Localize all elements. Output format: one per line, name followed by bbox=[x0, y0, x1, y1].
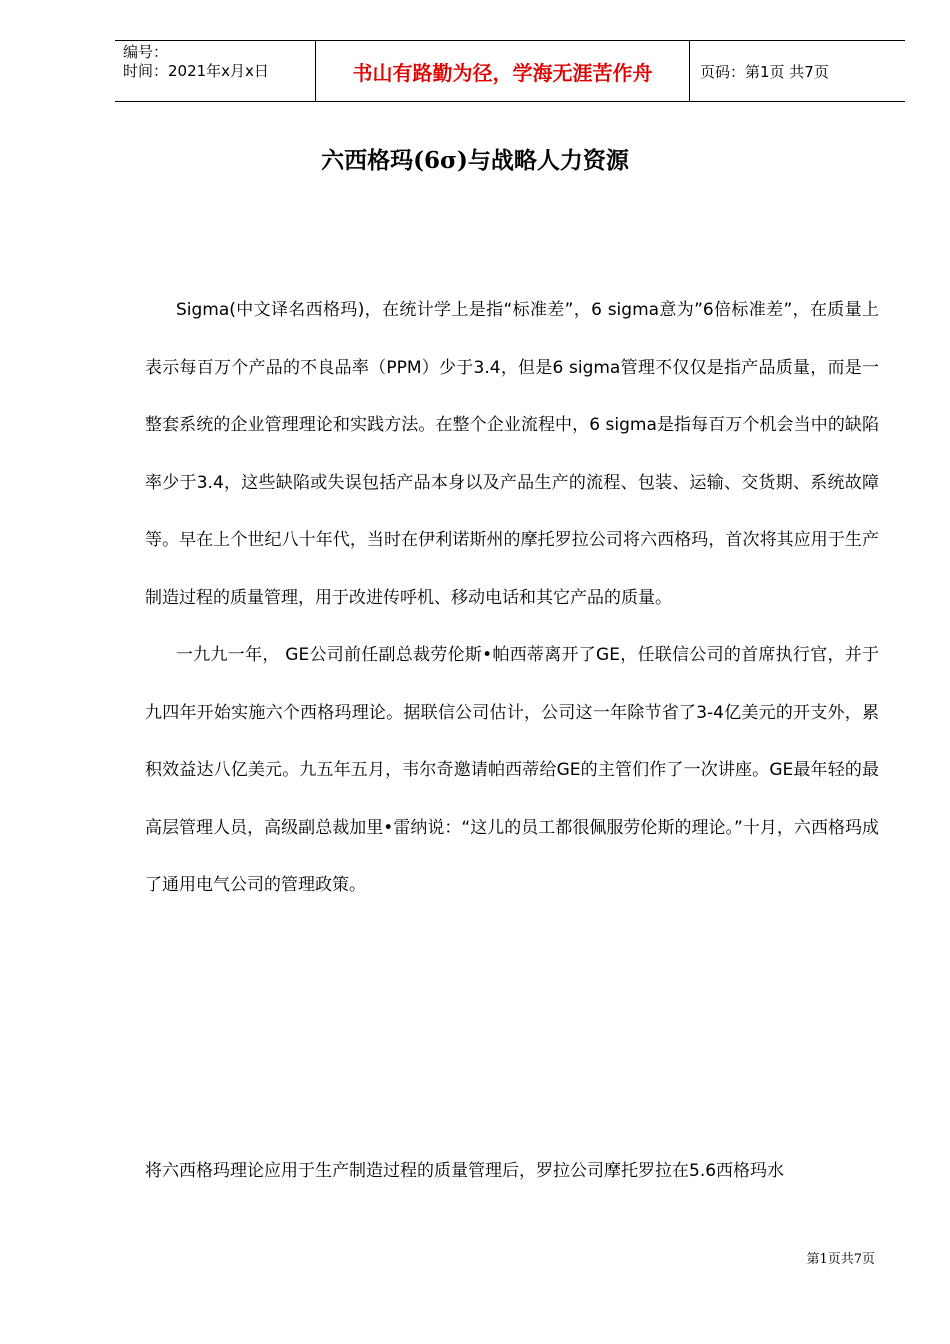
document-title: 六西格玛(6σ)与战略人力资源 bbox=[321, 147, 629, 174]
paragraph-2: 一九九一年， GE公司前任副总裁劳伦斯•帕西蒂离开了GE，任联信公司的首席执行官，并于九四年开始实施六个西格玛理论。据联信公司估计，公司这一年除节省了3-4亿美元的开支外，累积效益达八亿美元。九五年五月，韦尔奇邀请帕西蒂给GE的主管们作了一次讲座。GE最年轻的最高层管理人员，高级副总裁加里•雷纳说：“这儿的员工都很佩服劳伦斯的理论。”十月，六西格玛成了通用电气公司的管理政策。 bbox=[145, 645, 879, 895]
header-meta bbox=[115, 41, 316, 101]
header-time-label: 时间：2021年x月x日 bbox=[123, 62, 269, 80]
page-footer: 第1页共7页 bbox=[806, 1252, 875, 1267]
body-section-2 bbox=[145, 1143, 879, 1201]
header-motto-text: 书山有路勤为径，学海无涯苦作舟 bbox=[352, 60, 653, 85]
paragraph-1: Sigma(中文译名西格玛)，在统计学上是指“标准差”，6 sigma意为”6倍标准差”，在质量上表示每百万个产品的不良品率（PPM）少于3.4，但是6 sigma管理不仅仅是指产品质量，而是一整套系统的企业管理理论和实践方法。在整个企业流程中，6 sigma是指每百万个机会当中的缺陷率少于3.4，这些缺陷或失误包括产品本身以及产品生产的流程、包装、运输、交货期、系统故障等。早在上个世纪八十年代，当时在伊利诺斯州的摩托罗拉公司将六西格玛，首次将其应用于生产制造过程的质量管理，用于改进传呼机、移动电话和其它产品的质量。 bbox=[145, 300, 879, 608]
header-number-label: 编号： bbox=[123, 43, 169, 61]
page-header bbox=[115, 40, 905, 102]
header-page-info bbox=[690, 41, 905, 101]
header-motto bbox=[316, 41, 690, 101]
paragraph-3: 将六西格玛理论应用于生产制造过程的质量管理后，罗拉公司摩托罗拉在5.6西格玛水 bbox=[145, 1161, 785, 1181]
header-page-info-text: 页码：第1页 共7页 bbox=[700, 62, 829, 81]
body-section-1 bbox=[145, 282, 879, 915]
